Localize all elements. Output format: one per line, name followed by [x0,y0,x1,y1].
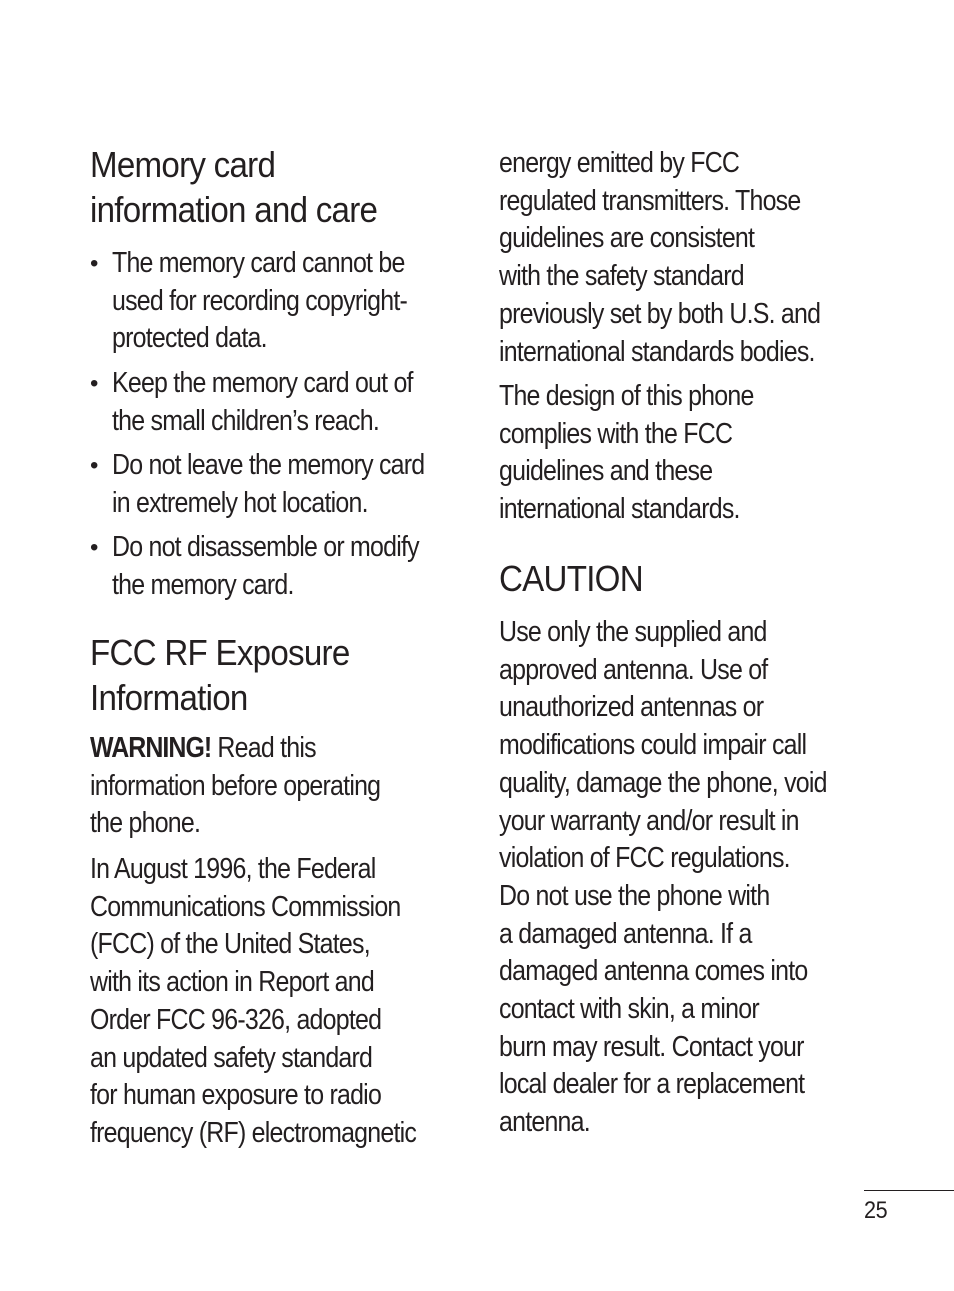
warning-paragraph: WARNING! Read this information before operating the phone. [90,732,381,840]
fcc-paragraph-right: energy emitted by FCC regulated transmitters. Those guidelines are consistent with the safety standard previously set by both U.S. and international standards bodies. [499,147,821,368]
warning-label: WARNING! [90,732,212,764]
bullet-dot-icon: • [90,250,99,277]
bullet-text: Do not leave the memory card in extremely hot location. [112,449,425,519]
bullet-dot-icon: • [90,370,99,397]
bullet-dot-icon: • [90,452,99,479]
caution-heading: CAUTION [499,558,643,599]
bullet-text: Do not disassemble or modify the memory card. [112,531,419,601]
fcc-heading: FCC RF Exposure Information [90,632,350,718]
fcc-paragraph-left: In August 1996, the Federal Communications Commission (FCC) of the United States, with its action in Report and Order FCC 96-326, adopted an updated safety standard for human exposure to radio frequency (RF) electromagnetic [90,853,417,1149]
caution-paragraph: Use only the supplied and approved antenna. Use of unauthorized antennas or modifications could impair call quality, damage the phone, void your warranty and/or result in violation of FCC regulations. Do not use the phone with a damaged antenna. If a damaged antenna comes into contact with skin, a minor burn may result. Contact your local dealer for a replacement antenna. [499,616,827,1139]
bullet-text: The memory card cannot be used for recording copyright- protected data. [112,247,408,355]
design-paragraph: The design of this phone complies with the FCC guidelines and these international standards. [499,380,754,526]
memory-card-heading: Memory card information and care [90,144,378,230]
bullet-dot-icon: • [90,534,99,561]
page-number-rule [864,1190,954,1191]
page-number: 25 [864,1197,888,1224]
bullet-text: Keep the memory card out of the small children’s reach. [112,367,413,437]
